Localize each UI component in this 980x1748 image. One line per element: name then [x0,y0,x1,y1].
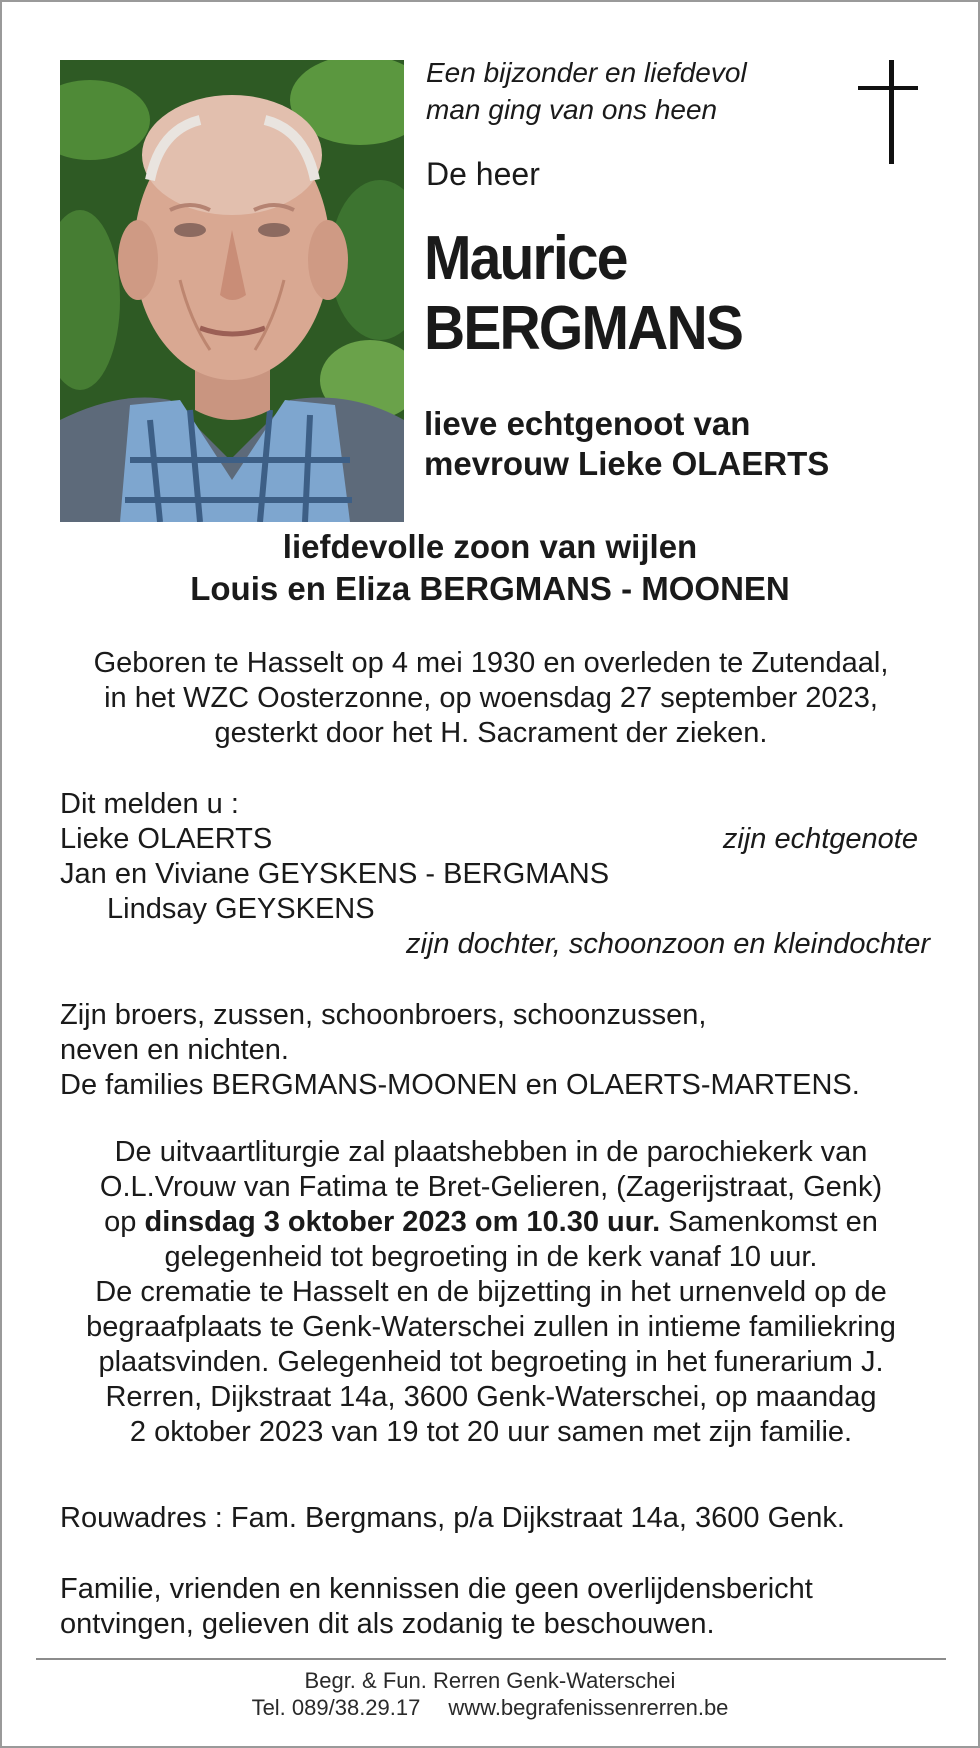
tagline [426,54,747,128]
funeral-home-name: Begr. & Fun. Rerren Genk-Waterschei [304,1668,676,1693]
parents-line-text: Louis en Eliza BERGMANS - MOONEN [190,570,790,607]
spouse-line-text: mevrouw Lieke OLAERTS [424,445,830,482]
paragraph-line: neven en nichten. [60,1034,289,1066]
announcer-row [60,927,930,962]
announcer-name: Lieke OLAERTS [60,823,273,855]
paragraph-line: De families BERGMANS-MOONEN en OLAERTS-MARTENS. [60,1069,860,1101]
funeral-home-phone: Tel. 089/38.29.17 [251,1695,421,1720]
line-text: Samenkomst en [660,1206,878,1238]
birth-death-paragraph [22,646,960,751]
announcer-role: zijn echtgenote [722,823,918,855]
announcer-row [60,822,930,857]
paragraph-line: begraafplaats te Genk-Waterschei zullen in intieme familiekring [86,1311,896,1343]
paragraph-line: O.L.Vrouw van Fatima te Bret-Gelieren, (Zagerijstraat, Genk) [99,1171,883,1203]
deceased-name [424,224,742,364]
paragraph-line: Geboren te Hasselt op 4 mei 1930 en overleden te Zutendaal, [93,647,889,679]
funeral-date-time: dinsdag 3 oktober 2023 om 10.30 uur. [144,1206,661,1238]
announcer-name: Jan en Viviane GEYSKENS - BERGMANS [60,858,610,890]
line-text: op [104,1206,145,1238]
family-paragraph [60,998,940,1103]
paragraph-line: in het WZC Oosterzonne, op woensdag 27 september 2023, [104,682,878,714]
announcer-name: Lindsay GEYSKENS [107,893,375,925]
tagline-line: Een bijzonder en liefdevol [426,57,747,88]
paragraph-line: ontvingen, gelieven dit als zodanig te beschouwen. [60,1608,715,1640]
spouse-line [424,404,829,484]
funeral-paragraph [22,1135,960,1450]
notice-paragraph [60,1572,813,1642]
latin-cross-icon [858,60,928,164]
footer-divider [36,1658,946,1660]
announcer-role: zijn dochter, schoonzoon en kleindochter [406,928,930,960]
paragraph-line: plaatsvinden. Gelegenheid tot begroeting in het funerarium J. [98,1346,884,1378]
paragraph-line: De crematie te Hasselt en de bijzetting in het urnenveld op de [95,1276,887,1308]
paragraph-line: Familie, vrienden en kennissen die geen overlijdensbericht [60,1573,813,1605]
first-name: Maurice [424,224,627,293]
parents-line [2,526,978,610]
last-name: BERGMANS [424,294,743,363]
announce-intro: Dit melden u : [60,788,239,820]
portrait-image [60,60,404,522]
paragraph-line: Rerren, Dijkstraat 14a, 3600 Genk-Waterschei, op maandag [105,1381,877,1413]
honorific: De heer [426,156,540,192]
announcers-list [60,787,930,962]
footer [2,1667,978,1721]
tagline-line: man ging van ons heen [426,94,718,125]
deceased-photo [60,60,404,522]
paragraph-line: De uitvaartliturgie zal plaatshebben in de parochiekerk van [114,1136,868,1168]
paragraph-line: gelegenheid tot begroeting in de kerk vanaf 10 uur. [164,1241,818,1273]
paragraph-line [22,1205,960,1240]
spouse-line-text: lieve echtgenoot van [424,405,751,442]
footer-contact [2,1694,978,1721]
mourning-address: Rouwadres : Fam. Bergmans, p/a Dijkstraat 14a, 3600 Genk. [60,1502,845,1534]
paragraph-line: 2 oktober 2023 van 19 tot 20 uur samen met zijn familie. [129,1416,853,1448]
paragraph-line: Zijn broers, zussen, schoonbroers, schoonzussen, [60,999,707,1031]
parents-line-text: liefdevolle zoon van wijlen [282,528,698,565]
paragraph-line: gesterkt door het H. Sacrament der zieken. [214,717,768,749]
funeral-home-website[interactable]: www.begrafenissenrerren.be [448,1695,729,1720]
